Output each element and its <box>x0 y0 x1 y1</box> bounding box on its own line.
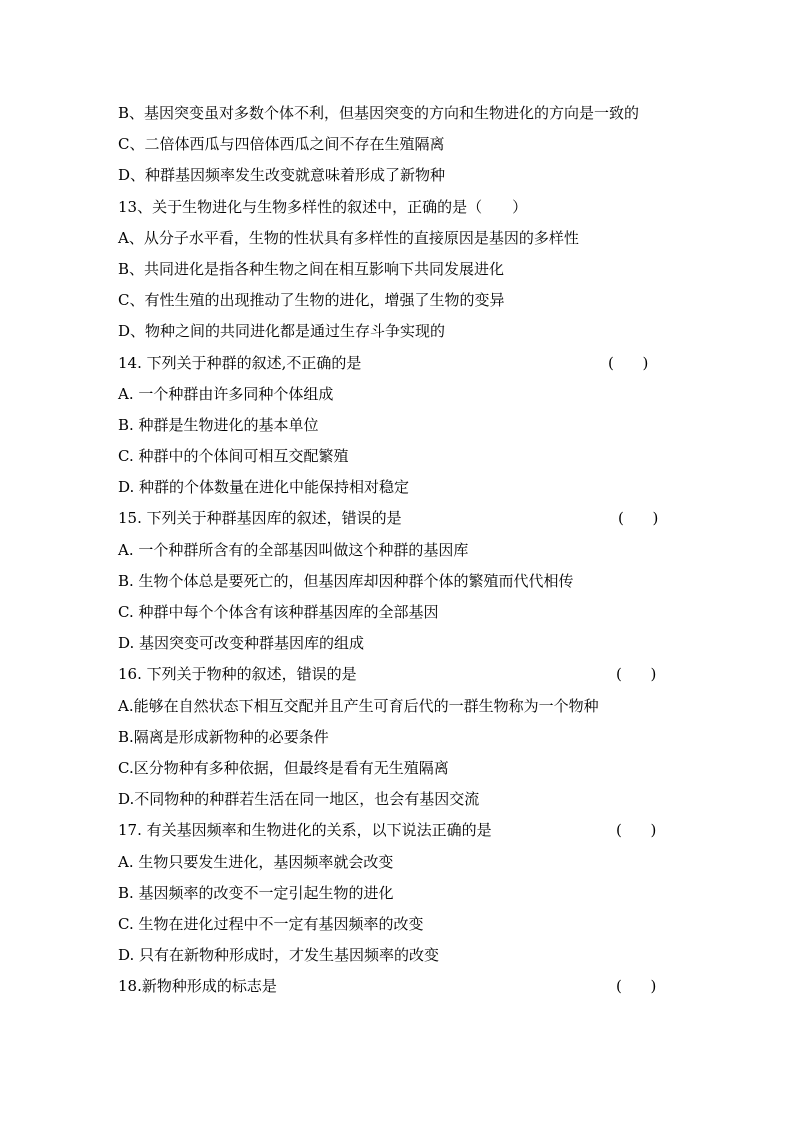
answer-blank-15: ( ) <box>618 509 659 528</box>
answer-blank-16: ( ) <box>616 665 657 684</box>
question-17-option-c: C. 生物在进化过程中不一定有基因频率的改变 <box>118 914 424 933</box>
question-14-option-d: D. 种群的个体数量在进化中能保持相对稳定 <box>118 478 410 497</box>
question-13-stem: 13、关于生物进化与生物多样性的叙述中，正确的是（ ） <box>118 197 528 216</box>
question-13-option-c: C、有性生殖的出现推动了生物的进化，增强了生物的变异 <box>118 291 505 310</box>
question-13-option-b: B、共同进化是指各种生物之间在相互影响下共同发展进化 <box>118 259 505 278</box>
answer-blank-17: ( ) <box>616 821 657 840</box>
question-16-option-a: A.能够在自然状态下相互交配并且产生可育后代的一群生物称为一个物种 <box>118 696 599 715</box>
question-14-option-a: A. 一个种群由许多同种个体组成 <box>118 384 334 403</box>
question-13-option-d: D、物种之间的共同进化都是通过生存斗争实现的 <box>118 322 446 341</box>
question-16-option-d: D.不同物种的种群若生活在同一地区，也会有基因交流 <box>118 790 480 809</box>
question-17-option-d: D. 只有在新物种形成时，才发生基因频率的改变 <box>118 946 440 965</box>
question-15-option-d: D. 基因突变可改变种群基因库的组成 <box>118 634 365 653</box>
answer-blank-18: ( ) <box>616 977 657 996</box>
question-15-option-b: B. 生物个体总是要死亡的，但基因库却因种群个体的繁殖而代代相传 <box>118 571 574 590</box>
text-line-1: B、基因突变虽对多数个体不利，但基因突变的方向和生物进化的方向是一致的 <box>118 104 640 122</box>
question-14-stem: 14. 下列关于种群的叙述,不正确的是 ( ) <box>118 348 678 379</box>
answer-blank-14: ( ) <box>608 353 649 372</box>
question-17-option-a: A. 生物只要发生进化，基因频率就会改变 <box>118 852 394 871</box>
question-list <box>118 98 678 1002</box>
question-13-option-a: A、从分子水平看，生物的性状具有多样性的直接原因是基因的多样性 <box>118 228 579 247</box>
question-16-option-b: B.隔离是形成新物种的必要条件 <box>118 727 329 746</box>
question-16-option-c: C.区分物种有多种依据，但最终是看有无生殖隔离 <box>118 758 449 777</box>
question-17-option-b: B. 基因频率的改变不一定引起生物的进化 <box>118 883 394 902</box>
question-15-option-c: C. 种群中每个个体含有该种群基因库的全部基因 <box>118 603 439 621</box>
question-15-stem: 15. 下列关于种群基因库的叙述，错误的是 ( ) <box>118 503 678 534</box>
question-17-stem: 17. 有关基因频率和生物进化的关系，以下说法正确的是 ( ) <box>118 815 678 846</box>
text-line-3: D、种群基因频率发生改变就意味着形成了新物种 <box>118 166 446 185</box>
text-line-2: C、二倍体西瓜与四倍体西瓜之间不存在生殖隔离 <box>118 135 445 154</box>
question-14-option-c: C. 种群中的个体间可相互交配繁殖 <box>118 447 349 466</box>
question-16-stem: 16. 下列关于物种的叙述，错误的是 ( ) <box>118 659 678 690</box>
question-15-option-a: A. 一个种群所含有的全部基因叫做这个种群的基因库 <box>118 540 469 559</box>
question-14-option-b: B. 种群是生物进化的基本单位 <box>118 415 319 434</box>
question-18-stem: 18.新物种形成的标志是 ( ) <box>118 971 678 1002</box>
